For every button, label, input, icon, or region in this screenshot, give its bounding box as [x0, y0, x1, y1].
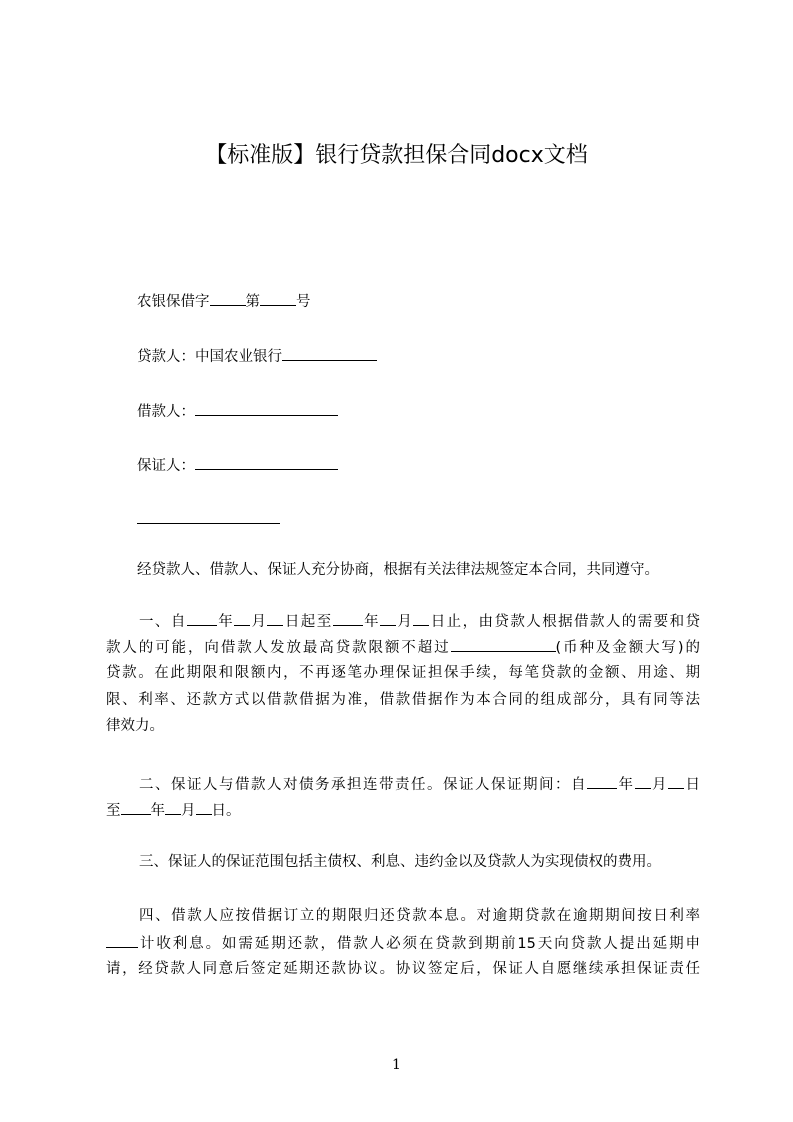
clause1-start-day-blank [267, 611, 283, 626]
clause2-line2 [106, 800, 241, 821]
lender-line [137, 346, 377, 367]
clause4-text: 计收利息。如需延期还款，借款人必须在贷款到期前15天向贷款人提出延期申 [138, 936, 700, 952]
clause1-end-day-blank [413, 611, 429, 626]
clause2-text: 至 [106, 803, 121, 819]
clause2-start-day-blank [668, 774, 684, 789]
clause4-line1: 四、借款人应按借据订立的期限归还贷款本息。对逾期贷款在逾期期间按日利率 [139, 908, 700, 924]
clause2-line1 [139, 774, 700, 794]
clause1-text: 月 [395, 614, 414, 630]
borrower-line [137, 401, 338, 422]
contract-number-line [137, 291, 311, 312]
contract-serial-blank [260, 291, 296, 306]
clause1-text: 款人的可能，向借款人发放最高贷款限额不超过 [106, 640, 451, 656]
clause4-line3: 请，经贷款人同意后签定延期还款协议。协议签定后，保证人自愿继续承担保证责任 [106, 961, 700, 977]
clause1-text: 一、自 [139, 614, 187, 630]
clause2-start-month-blank [635, 774, 651, 789]
clause1-line5: 律效力。 [106, 718, 164, 734]
clause1-end-year-blank [333, 611, 363, 626]
preamble: 经贷款人、借款人、保证人充分协商，根据有关法律法规签定本合同，共同遵守。 [137, 562, 659, 578]
borrower-label: 借款人： [137, 404, 195, 420]
clause1-text: 日起至 [283, 614, 333, 630]
clause1-text: 年 [362, 614, 380, 630]
clause2-text: 日。 [211, 803, 241, 819]
clause1-text: 日止，由贷款人根据借款人的需要和贷 [429, 614, 700, 630]
borrower-blank [195, 401, 338, 416]
clause2-end-month-blank [165, 800, 181, 815]
clause2-end-day-blank [196, 800, 212, 815]
clause1-start-year-blank [187, 611, 217, 626]
extra-blank-line [137, 509, 280, 530]
clause2-text: 月 [650, 777, 668, 793]
clause1-start-month-blank [234, 611, 250, 626]
page-number: 1 [392, 1057, 401, 1073]
contract-year-blank [210, 291, 246, 306]
clause2-text: 日 [684, 777, 700, 793]
contract-number-prefix: 农银保借字 [137, 294, 210, 310]
clause2-text: 月 [181, 803, 196, 819]
clause1-amount-blank [451, 637, 556, 652]
clause2-start-year-blank [587, 774, 617, 789]
clause1-line1 [139, 611, 700, 631]
clause2-text: 二、保证人与借款人对债务承担连带责任。保证人保证期间：自 [139, 777, 587, 793]
clause4-line2 [106, 933, 700, 953]
clause1-text: (币种及金额大写)的 [555, 640, 700, 656]
clause1-end-month-blank [380, 611, 396, 626]
clause1-line4: 限、利率、还款方式以借款借据为准，借款借据作为本合同的组成部分，具有同等法 [106, 692, 700, 708]
clause3: 三、保证人的保证范围包括主债权、利息、违约金以及贷款人为实现债权的费用。 [139, 854, 661, 870]
clause1-line2 [106, 637, 700, 657]
contract-number-middle: 第 [245, 294, 260, 310]
guarantor-line [137, 455, 338, 476]
contract-number-suffix: 号 [296, 294, 311, 310]
clause2-end-year-blank [121, 800, 151, 815]
clause1-text: 月 [250, 614, 268, 630]
extra-blank [137, 509, 280, 524]
lender-blank [282, 346, 377, 361]
guarantor-blank [195, 455, 338, 470]
clause2-text: 年 [617, 777, 635, 793]
clause1-line3: 贷款。在此期限和限额内，不再逐笔办理保证担保手续，每笔贷款的金额、用途、期 [106, 665, 700, 681]
guarantor-label: 保证人： [137, 458, 195, 474]
clause2-text: 年 [150, 803, 165, 819]
lender-name: 中国农业银行 [195, 349, 282, 365]
clause4-rate-blank [106, 933, 138, 948]
document-title: 【标准版】银行贷款担保合同docx文档 [205, 143, 588, 168]
clause1-text: 年 [216, 614, 235, 630]
lender-label: 贷款人： [137, 349, 195, 365]
